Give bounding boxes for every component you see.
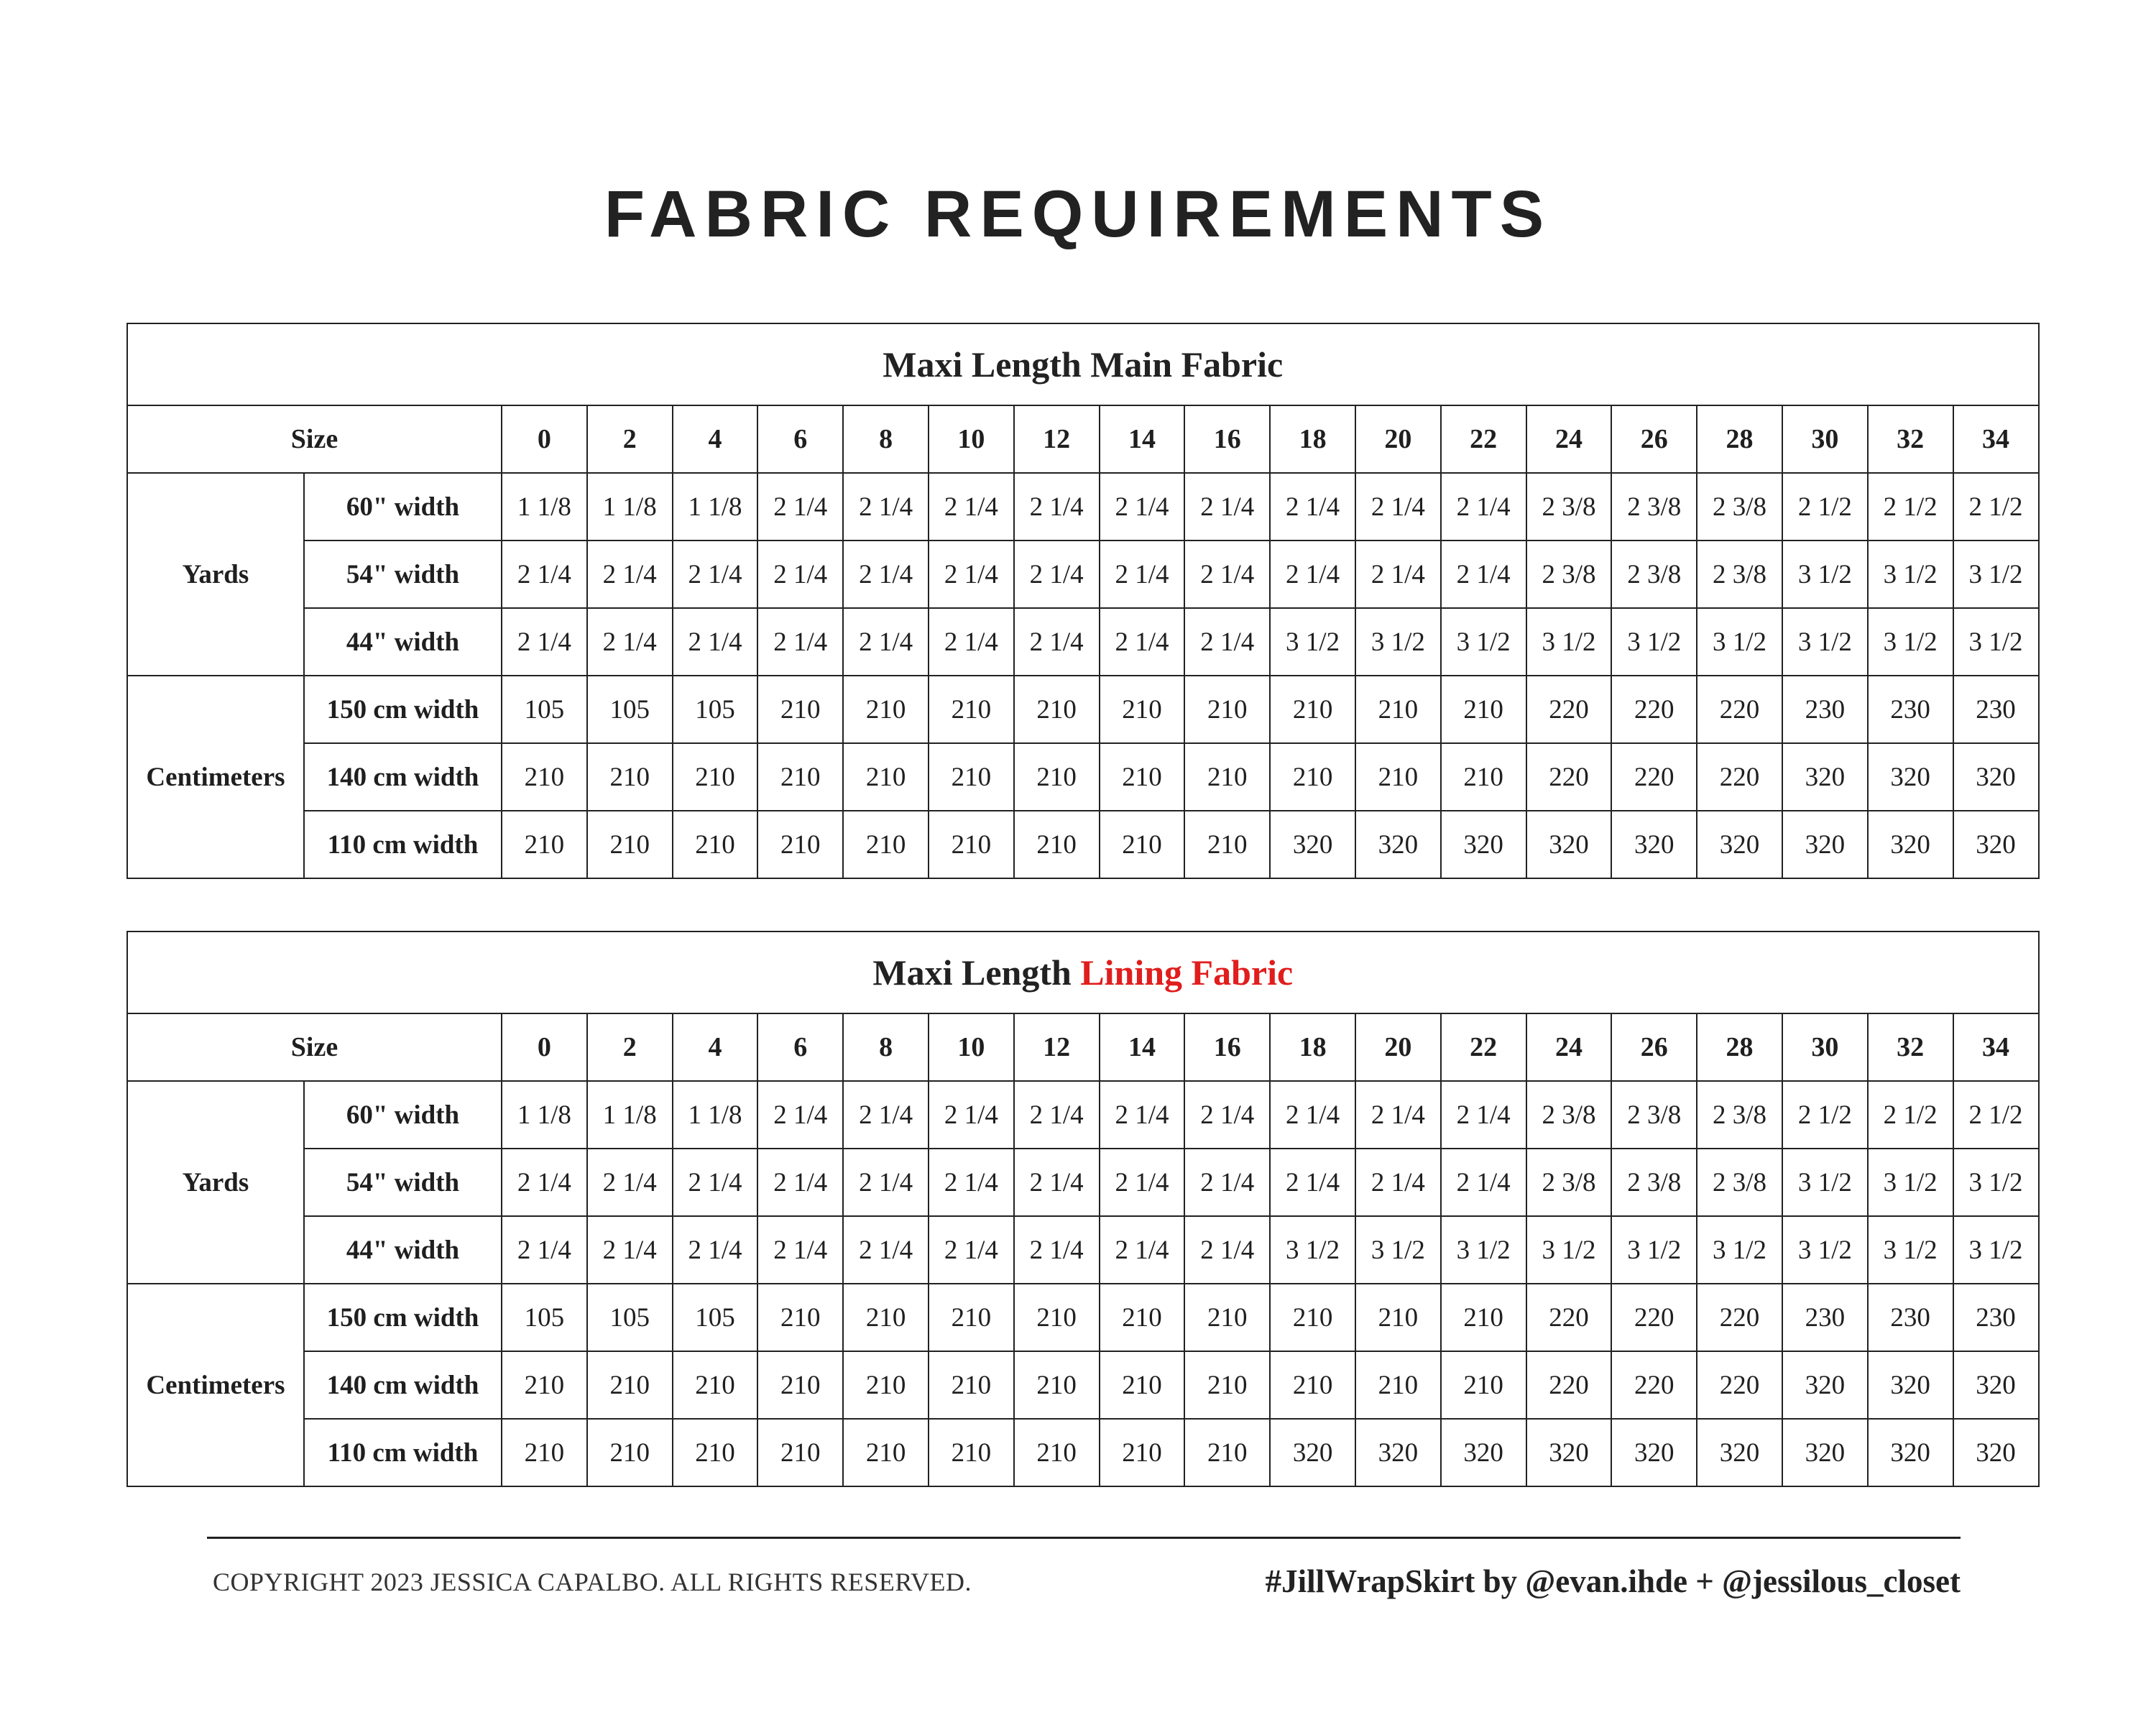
yardage-cell: 2 1/4 — [587, 1149, 673, 1216]
yardage-cell: 210 — [1270, 676, 1355, 743]
table-row — [127, 1284, 2039, 1351]
size-header-cell: 12 — [1014, 1013, 1100, 1081]
yardage-cell: 210 — [929, 1351, 1014, 1419]
yardage-cell: 210 — [1355, 1351, 1441, 1419]
size-header-cell: 6 — [757, 405, 843, 473]
yardage-cell: 2 1/4 — [929, 1216, 1014, 1284]
lining-fabric-table — [126, 931, 2040, 1487]
fabric-width-label: 150 cm width — [304, 676, 502, 743]
yardage-cell: 210 — [502, 1351, 587, 1419]
size-header-cell: 8 — [843, 1013, 929, 1081]
size-header-cell: 16 — [1184, 1013, 1270, 1081]
table-row — [127, 743, 2039, 811]
yardage-cell: 2 3/8 — [1611, 540, 1697, 608]
yardage-cell: 210 — [929, 1419, 1014, 1486]
yardage-cell: 210 — [843, 1284, 929, 1351]
yardage-cell: 210 — [1270, 743, 1355, 811]
yardage-cell: 2 1/4 — [929, 473, 1014, 540]
yardage-cell: 3 1/2 — [1441, 608, 1526, 676]
yardage-cell: 2 1/4 — [1014, 473, 1100, 540]
yardage-cell: 2 1/4 — [1014, 1081, 1100, 1149]
table-row — [127, 811, 2039, 878]
yardage-cell: 2 1/4 — [929, 540, 1014, 608]
table-row — [127, 473, 2039, 540]
table-row — [127, 676, 2039, 743]
yardage-cell: 3 1/2 — [1868, 540, 1953, 608]
yardage-cell: 220 — [1697, 1351, 1782, 1419]
yardage-cell: 320 — [1782, 1419, 1868, 1486]
yardage-cell: 320 — [1697, 1419, 1782, 1486]
size-header-row — [127, 1013, 2039, 1081]
yardage-cell: 210 — [757, 1284, 843, 1351]
size-header-cell: 2 — [587, 405, 673, 473]
yardage-cell: 2 1/4 — [502, 608, 587, 676]
yardage-cell: 2 1/4 — [502, 540, 587, 608]
yardage-cell: 320 — [1953, 743, 2039, 811]
table-row — [127, 608, 2039, 676]
yardage-cell: 210 — [1270, 1351, 1355, 1419]
yardage-cell: 3 1/2 — [1697, 608, 1782, 676]
yardage-cell: 2 3/8 — [1611, 1081, 1697, 1149]
yardage-cell: 210 — [757, 743, 843, 811]
yardage-cell: 2 1/4 — [1355, 1081, 1441, 1149]
yardage-cell: 2 1/2 — [1782, 473, 1868, 540]
yardage-cell: 2 1/4 — [757, 473, 843, 540]
yardage-cell: 210 — [673, 811, 758, 878]
yardage-cell: 210 — [587, 811, 673, 878]
yardage-cell: 220 — [1611, 1284, 1697, 1351]
yardage-cell: 2 1/4 — [929, 1081, 1014, 1149]
yardage-cell: 2 1/4 — [1270, 540, 1355, 608]
yardage-cell: 320 — [1868, 1419, 1953, 1486]
yardage-cell: 210 — [843, 1351, 929, 1419]
yardage-cell: 210 — [843, 743, 929, 811]
yardage-cell: 2 1/2 — [1953, 473, 2039, 540]
yardage-cell: 320 — [1611, 1419, 1697, 1486]
yardage-cell: 2 1/4 — [1184, 1081, 1270, 1149]
yardage-cell: 230 — [1782, 1284, 1868, 1351]
yardage-cell: 1 1/8 — [587, 473, 673, 540]
yardage-cell: 230 — [1868, 1284, 1953, 1351]
yardage-cell: 210 — [757, 1351, 843, 1419]
yardage-cell: 210 — [1355, 1284, 1441, 1351]
yardage-cell: 230 — [1782, 676, 1868, 743]
yardage-cell: 2 1/4 — [757, 608, 843, 676]
size-header-cell: 24 — [1526, 405, 1612, 473]
yardage-cell: 210 — [502, 743, 587, 811]
yardage-cell: 2 1/4 — [1270, 1081, 1355, 1149]
yardage-cell: 320 — [1697, 811, 1782, 878]
yardage-cell: 2 1/4 — [1184, 473, 1270, 540]
size-header-cell: 32 — [1868, 1013, 1953, 1081]
table-title-row — [127, 932, 2039, 1013]
yardage-cell: 210 — [1014, 811, 1100, 878]
yardage-cell: 2 1/4 — [1441, 1081, 1526, 1149]
yardage-cell: 2 1/4 — [1441, 473, 1526, 540]
yardage-cell: 3 1/2 — [1270, 608, 1355, 676]
yardage-cell: 210 — [502, 1419, 587, 1486]
size-header-cell: 0 — [502, 1013, 587, 1081]
yardage-cell: 2 3/8 — [1526, 473, 1612, 540]
yardage-cell: 210 — [1014, 743, 1100, 811]
size-header-row — [127, 405, 2039, 473]
size-header-cell: 20 — [1355, 405, 1441, 473]
yardage-cell: 3 1/2 — [1526, 608, 1612, 676]
yardage-cell: 2 1/4 — [1270, 473, 1355, 540]
yardage-cell: 320 — [1953, 811, 2039, 878]
size-header-cell: 10 — [929, 1013, 1014, 1081]
yardage-cell: 210 — [1184, 1284, 1270, 1351]
table-row — [127, 1149, 2039, 1216]
yardage-cell: 3 1/2 — [1355, 1216, 1441, 1284]
size-header-cell: 24 — [1526, 1013, 1612, 1081]
table-row — [127, 1419, 2039, 1486]
yardage-cell: 210 — [1014, 1284, 1100, 1351]
yardage-cell: 210 — [1100, 676, 1185, 743]
size-header-cell: 30 — [1782, 1013, 1868, 1081]
yardage-cell: 210 — [1184, 811, 1270, 878]
fabric-width-label: 60" width — [304, 473, 502, 540]
size-header-cell: 4 — [673, 405, 758, 473]
size-header-cell: 2 — [587, 1013, 673, 1081]
yardage-cell: 3 1/2 — [1868, 1216, 1953, 1284]
yardage-cell: 1 1/8 — [587, 1081, 673, 1149]
yardage-cell: 2 1/2 — [1782, 1081, 1868, 1149]
yardage-cell: 3 1/2 — [1526, 1216, 1612, 1284]
yardage-cell: 2 1/4 — [843, 1081, 929, 1149]
table-title — [127, 932, 2039, 1013]
yardage-cell: 210 — [1441, 1351, 1526, 1419]
yardage-cell: 210 — [673, 1351, 758, 1419]
yardage-cell: 2 1/4 — [1441, 1149, 1526, 1216]
yardage-cell: 2 1/4 — [843, 540, 929, 608]
yardage-cell: 2 1/4 — [1014, 608, 1100, 676]
footer-divider — [207, 1537, 1961, 1539]
yardage-cell: 2 1/4 — [587, 608, 673, 676]
yardage-cell: 320 — [1868, 811, 1953, 878]
yardage-cell: 2 1/4 — [929, 1149, 1014, 1216]
unit-group-label: Centimeters — [127, 1284, 304, 1486]
yardage-cell: 320 — [1526, 811, 1612, 878]
yardage-cell: 105 — [587, 1284, 673, 1351]
yardage-cell: 210 — [1184, 743, 1270, 811]
table-title — [127, 323, 2039, 405]
yardage-cell: 230 — [1953, 676, 2039, 743]
yardage-cell: 210 — [929, 676, 1014, 743]
yardage-cell: 2 1/4 — [1100, 1081, 1185, 1149]
credit-text: #JillWrapSkirt by @evan.ihde + @jessilous_closet — [1265, 1563, 1961, 1599]
yardage-cell: 3 1/2 — [1953, 540, 2039, 608]
yardage-cell: 210 — [1100, 1284, 1185, 1351]
table-row — [127, 1216, 2039, 1284]
yardage-cell: 2 1/4 — [1100, 540, 1185, 608]
yardage-cell: 210 — [929, 743, 1014, 811]
yardage-cell: 3 1/2 — [1355, 608, 1441, 676]
yardage-cell: 2 1/4 — [757, 540, 843, 608]
yardage-cell: 210 — [1014, 676, 1100, 743]
size-header-cell: 28 — [1697, 1013, 1782, 1081]
yardage-cell: 2 3/8 — [1697, 540, 1782, 608]
yardage-cell: 320 — [1270, 811, 1355, 878]
yardage-cell: 2 1/4 — [1014, 1216, 1100, 1284]
yardage-cell: 3 1/2 — [1441, 1216, 1526, 1284]
yardage-cell: 220 — [1697, 1284, 1782, 1351]
yardage-cell: 320 — [1782, 743, 1868, 811]
yardage-cell: 220 — [1697, 676, 1782, 743]
yardage-cell: 2 1/4 — [1100, 1149, 1185, 1216]
yardage-cell: 2 1/4 — [673, 1149, 758, 1216]
yardage-cell: 210 — [757, 676, 843, 743]
yardage-cell: 220 — [1611, 676, 1697, 743]
yardage-cell: 320 — [1782, 811, 1868, 878]
yardage-cell: 230 — [1953, 1284, 2039, 1351]
yardage-cell: 105 — [673, 1284, 758, 1351]
yardage-cell: 2 1/4 — [502, 1216, 587, 1284]
yardage-cell: 210 — [587, 1419, 673, 1486]
yardage-cell: 2 1/4 — [1100, 473, 1185, 540]
yardage-cell: 210 — [1270, 1284, 1355, 1351]
yardage-cell: 230 — [1868, 676, 1953, 743]
yardage-cell: 2 1/4 — [757, 1081, 843, 1149]
yardage-cell: 2 1/4 — [929, 608, 1014, 676]
yardage-cell: 3 1/2 — [1782, 1216, 1868, 1284]
yardage-cell: 2 1/4 — [843, 473, 929, 540]
yardage-cell: 2 1/4 — [673, 1216, 758, 1284]
yardage-cell: 3 1/2 — [1953, 608, 2039, 676]
fabric-width-label: 54" width — [304, 1149, 502, 1216]
fabric-width-label: 44" width — [304, 608, 502, 676]
yardage-cell: 320 — [1611, 811, 1697, 878]
yardage-cell: 2 3/8 — [1526, 540, 1612, 608]
size-label: Size — [127, 1013, 502, 1081]
size-header-cell: 26 — [1611, 405, 1697, 473]
size-header-cell: 18 — [1270, 1013, 1355, 1081]
table-title-main: Maxi Length Main Fabric — [883, 344, 1284, 385]
table-title-accent: Lining Fabric — [1080, 952, 1294, 993]
yardage-cell: 2 1/4 — [587, 540, 673, 608]
size-header-cell: 34 — [1953, 405, 2039, 473]
yardage-cell: 2 1/2 — [1953, 1081, 2039, 1149]
size-header-cell: 12 — [1014, 405, 1100, 473]
yardage-cell: 210 — [1184, 1351, 1270, 1419]
yardage-cell: 2 3/8 — [1526, 1149, 1612, 1216]
main-fabric-table — [126, 323, 2040, 879]
size-header-cell: 26 — [1611, 1013, 1697, 1081]
yardage-cell: 2 1/4 — [1441, 540, 1526, 608]
fabric-width-label: 140 cm width — [304, 743, 502, 811]
yardage-cell: 105 — [673, 676, 758, 743]
yardage-cell: 2 1/4 — [843, 1149, 929, 1216]
size-header-cell: 30 — [1782, 405, 1868, 473]
yardage-cell: 2 1/4 — [1355, 1149, 1441, 1216]
yardage-cell: 3 1/2 — [1611, 608, 1697, 676]
yardage-cell: 2 1/4 — [757, 1149, 843, 1216]
yardage-cell: 320 — [1441, 811, 1526, 878]
yardage-cell: 210 — [1100, 743, 1185, 811]
fabric-width-label: 44" width — [304, 1216, 502, 1284]
yardage-cell: 2 1/4 — [1184, 1216, 1270, 1284]
yardage-cell: 3 1/2 — [1868, 608, 1953, 676]
yardage-cell: 2 1/4 — [1184, 540, 1270, 608]
size-header-cell: 22 — [1441, 1013, 1526, 1081]
yardage-cell: 2 1/4 — [757, 1216, 843, 1284]
unit-group-label: Yards — [127, 473, 304, 676]
yardage-cell: 320 — [1868, 1351, 1953, 1419]
fabric-width-label: 54" width — [304, 540, 502, 608]
size-header-cell: 22 — [1441, 405, 1526, 473]
yardage-cell: 2 1/4 — [502, 1149, 587, 1216]
yardage-cell: 2 3/8 — [1697, 1081, 1782, 1149]
yardage-cell: 1 1/8 — [673, 1081, 758, 1149]
yardage-cell: 2 3/8 — [1526, 1081, 1612, 1149]
yardage-cell: 220 — [1526, 743, 1612, 811]
size-label: Size — [127, 405, 502, 473]
table-title-row — [127, 323, 2039, 405]
size-header-cell: 6 — [757, 1013, 843, 1081]
copyright-text: COPYRIGHT 2023 JESSICA CAPALBO. ALL RIGHTS RESERVED. — [213, 1568, 972, 1596]
unit-group-label: Yards — [127, 1081, 304, 1284]
yardage-cell: 2 1/4 — [1270, 1149, 1355, 1216]
fabric-width-label: 140 cm width — [304, 1351, 502, 1419]
yardage-cell: 2 1/2 — [1868, 1081, 1953, 1149]
yardage-cell: 2 1/4 — [1100, 1216, 1185, 1284]
yardage-cell: 210 — [1014, 1419, 1100, 1486]
fabric-width-label: 60" width — [304, 1081, 502, 1149]
yardage-cell: 220 — [1611, 1351, 1697, 1419]
table-row — [127, 540, 2039, 608]
yardage-cell: 210 — [843, 1419, 929, 1486]
yardage-cell: 2 3/8 — [1611, 473, 1697, 540]
yardage-cell: 2 3/8 — [1697, 1149, 1782, 1216]
yardage-cell: 2 1/4 — [1355, 540, 1441, 608]
yardage-cell: 210 — [1184, 1419, 1270, 1486]
yardage-cell: 1 1/8 — [502, 1081, 587, 1149]
yardage-cell: 210 — [1100, 1419, 1185, 1486]
yardage-cell: 210 — [1441, 743, 1526, 811]
yardage-cell: 210 — [1014, 1351, 1100, 1419]
yardage-cell: 220 — [1526, 1284, 1612, 1351]
yardage-cell: 2 1/4 — [673, 608, 758, 676]
yardage-cell: 210 — [1100, 1351, 1185, 1419]
yardage-cell: 3 1/2 — [1953, 1216, 2039, 1284]
yardage-cell: 320 — [1953, 1351, 2039, 1419]
page-title: FABRIC REQUIREMENTS — [604, 178, 1552, 251]
yardage-cell: 2 1/4 — [1100, 608, 1185, 676]
yardage-cell: 3 1/2 — [1868, 1149, 1953, 1216]
size-header-cell: 20 — [1355, 1013, 1441, 1081]
fabric-width-label: 150 cm width — [304, 1284, 502, 1351]
size-header-cell: 14 — [1100, 405, 1185, 473]
yardage-cell: 220 — [1697, 743, 1782, 811]
yardage-cell: 2 1/4 — [1014, 540, 1100, 608]
yardage-cell: 220 — [1611, 743, 1697, 811]
yardage-cell: 3 1/2 — [1697, 1216, 1782, 1284]
yardage-cell: 1 1/8 — [502, 473, 587, 540]
yardage-cell: 210 — [929, 1284, 1014, 1351]
yardage-cell: 210 — [502, 811, 587, 878]
yardage-cell: 3 1/2 — [1782, 540, 1868, 608]
size-header-cell: 34 — [1953, 1013, 2039, 1081]
yardage-cell: 320 — [1355, 811, 1441, 878]
yardage-cell: 320 — [1953, 1419, 2039, 1486]
size-header-cell: 10 — [929, 405, 1014, 473]
yardage-cell: 210 — [1441, 676, 1526, 743]
size-header-cell: 32 — [1868, 405, 1953, 473]
yardage-cell: 2 1/4 — [843, 608, 929, 676]
table-row — [127, 1351, 2039, 1419]
yardage-cell: 220 — [1526, 1351, 1612, 1419]
size-header-cell: 16 — [1184, 405, 1270, 473]
size-header-cell: 0 — [502, 405, 587, 473]
fabric-width-label: 110 cm width — [304, 811, 502, 878]
yardage-cell: 3 1/2 — [1270, 1216, 1355, 1284]
yardage-cell: 210 — [587, 1351, 673, 1419]
yardage-cell: 105 — [587, 676, 673, 743]
yardage-cell: 105 — [502, 676, 587, 743]
yardage-cell: 2 1/4 — [843, 1216, 929, 1284]
fabric-width-label: 110 cm width — [304, 1419, 502, 1486]
yardage-cell: 210 — [587, 743, 673, 811]
yardage-cell: 2 1/4 — [1184, 608, 1270, 676]
size-header-cell: 18 — [1270, 405, 1355, 473]
yardage-cell: 2 1/4 — [1014, 1149, 1100, 1216]
yardage-cell: 320 — [1526, 1419, 1612, 1486]
yardage-cell: 210 — [1355, 676, 1441, 743]
yardage-cell: 1 1/8 — [673, 473, 758, 540]
unit-group-label: Centimeters — [127, 676, 304, 878]
size-header-cell: 4 — [673, 1013, 758, 1081]
yardage-cell: 2 1/4 — [587, 1216, 673, 1284]
yardage-cell: 210 — [673, 743, 758, 811]
yardage-cell: 320 — [1270, 1419, 1355, 1486]
yardage-cell: 2 1/4 — [1184, 1149, 1270, 1216]
size-header-cell: 28 — [1697, 405, 1782, 473]
yardage-cell: 320 — [1868, 743, 1953, 811]
yardage-cell: 3 1/2 — [1782, 1149, 1868, 1216]
yardage-cell: 3 1/2 — [1611, 1216, 1697, 1284]
yardage-cell: 320 — [1782, 1351, 1868, 1419]
table-title-main: Maxi Length — [872, 952, 1081, 993]
yardage-cell: 210 — [1100, 811, 1185, 878]
yardage-cell: 210 — [843, 811, 929, 878]
yardage-cell: 3 1/2 — [1953, 1149, 2039, 1216]
size-header-cell: 8 — [843, 405, 929, 473]
size-header-cell: 14 — [1100, 1013, 1185, 1081]
yardage-cell: 320 — [1355, 1419, 1441, 1486]
yardage-cell: 3 1/2 — [1782, 608, 1868, 676]
yardage-cell: 2 1/4 — [1355, 473, 1441, 540]
yardage-cell: 210 — [1441, 1284, 1526, 1351]
yardage-cell: 2 3/8 — [1611, 1149, 1697, 1216]
yardage-cell: 220 — [1526, 676, 1612, 743]
yardage-cell: 210 — [757, 1419, 843, 1486]
yardage-cell: 210 — [1184, 676, 1270, 743]
yardage-cell: 2 3/8 — [1697, 473, 1782, 540]
yardage-cell: 2 1/4 — [673, 540, 758, 608]
yardage-cell: 210 — [1355, 743, 1441, 811]
yardage-cell: 320 — [1441, 1419, 1526, 1486]
yardage-cell: 210 — [929, 811, 1014, 878]
yardage-cell: 105 — [502, 1284, 587, 1351]
yardage-cell: 210 — [757, 811, 843, 878]
yardage-cell: 2 1/2 — [1868, 473, 1953, 540]
yardage-cell: 210 — [843, 676, 929, 743]
table-row — [127, 1081, 2039, 1149]
yardage-cell: 210 — [673, 1419, 758, 1486]
